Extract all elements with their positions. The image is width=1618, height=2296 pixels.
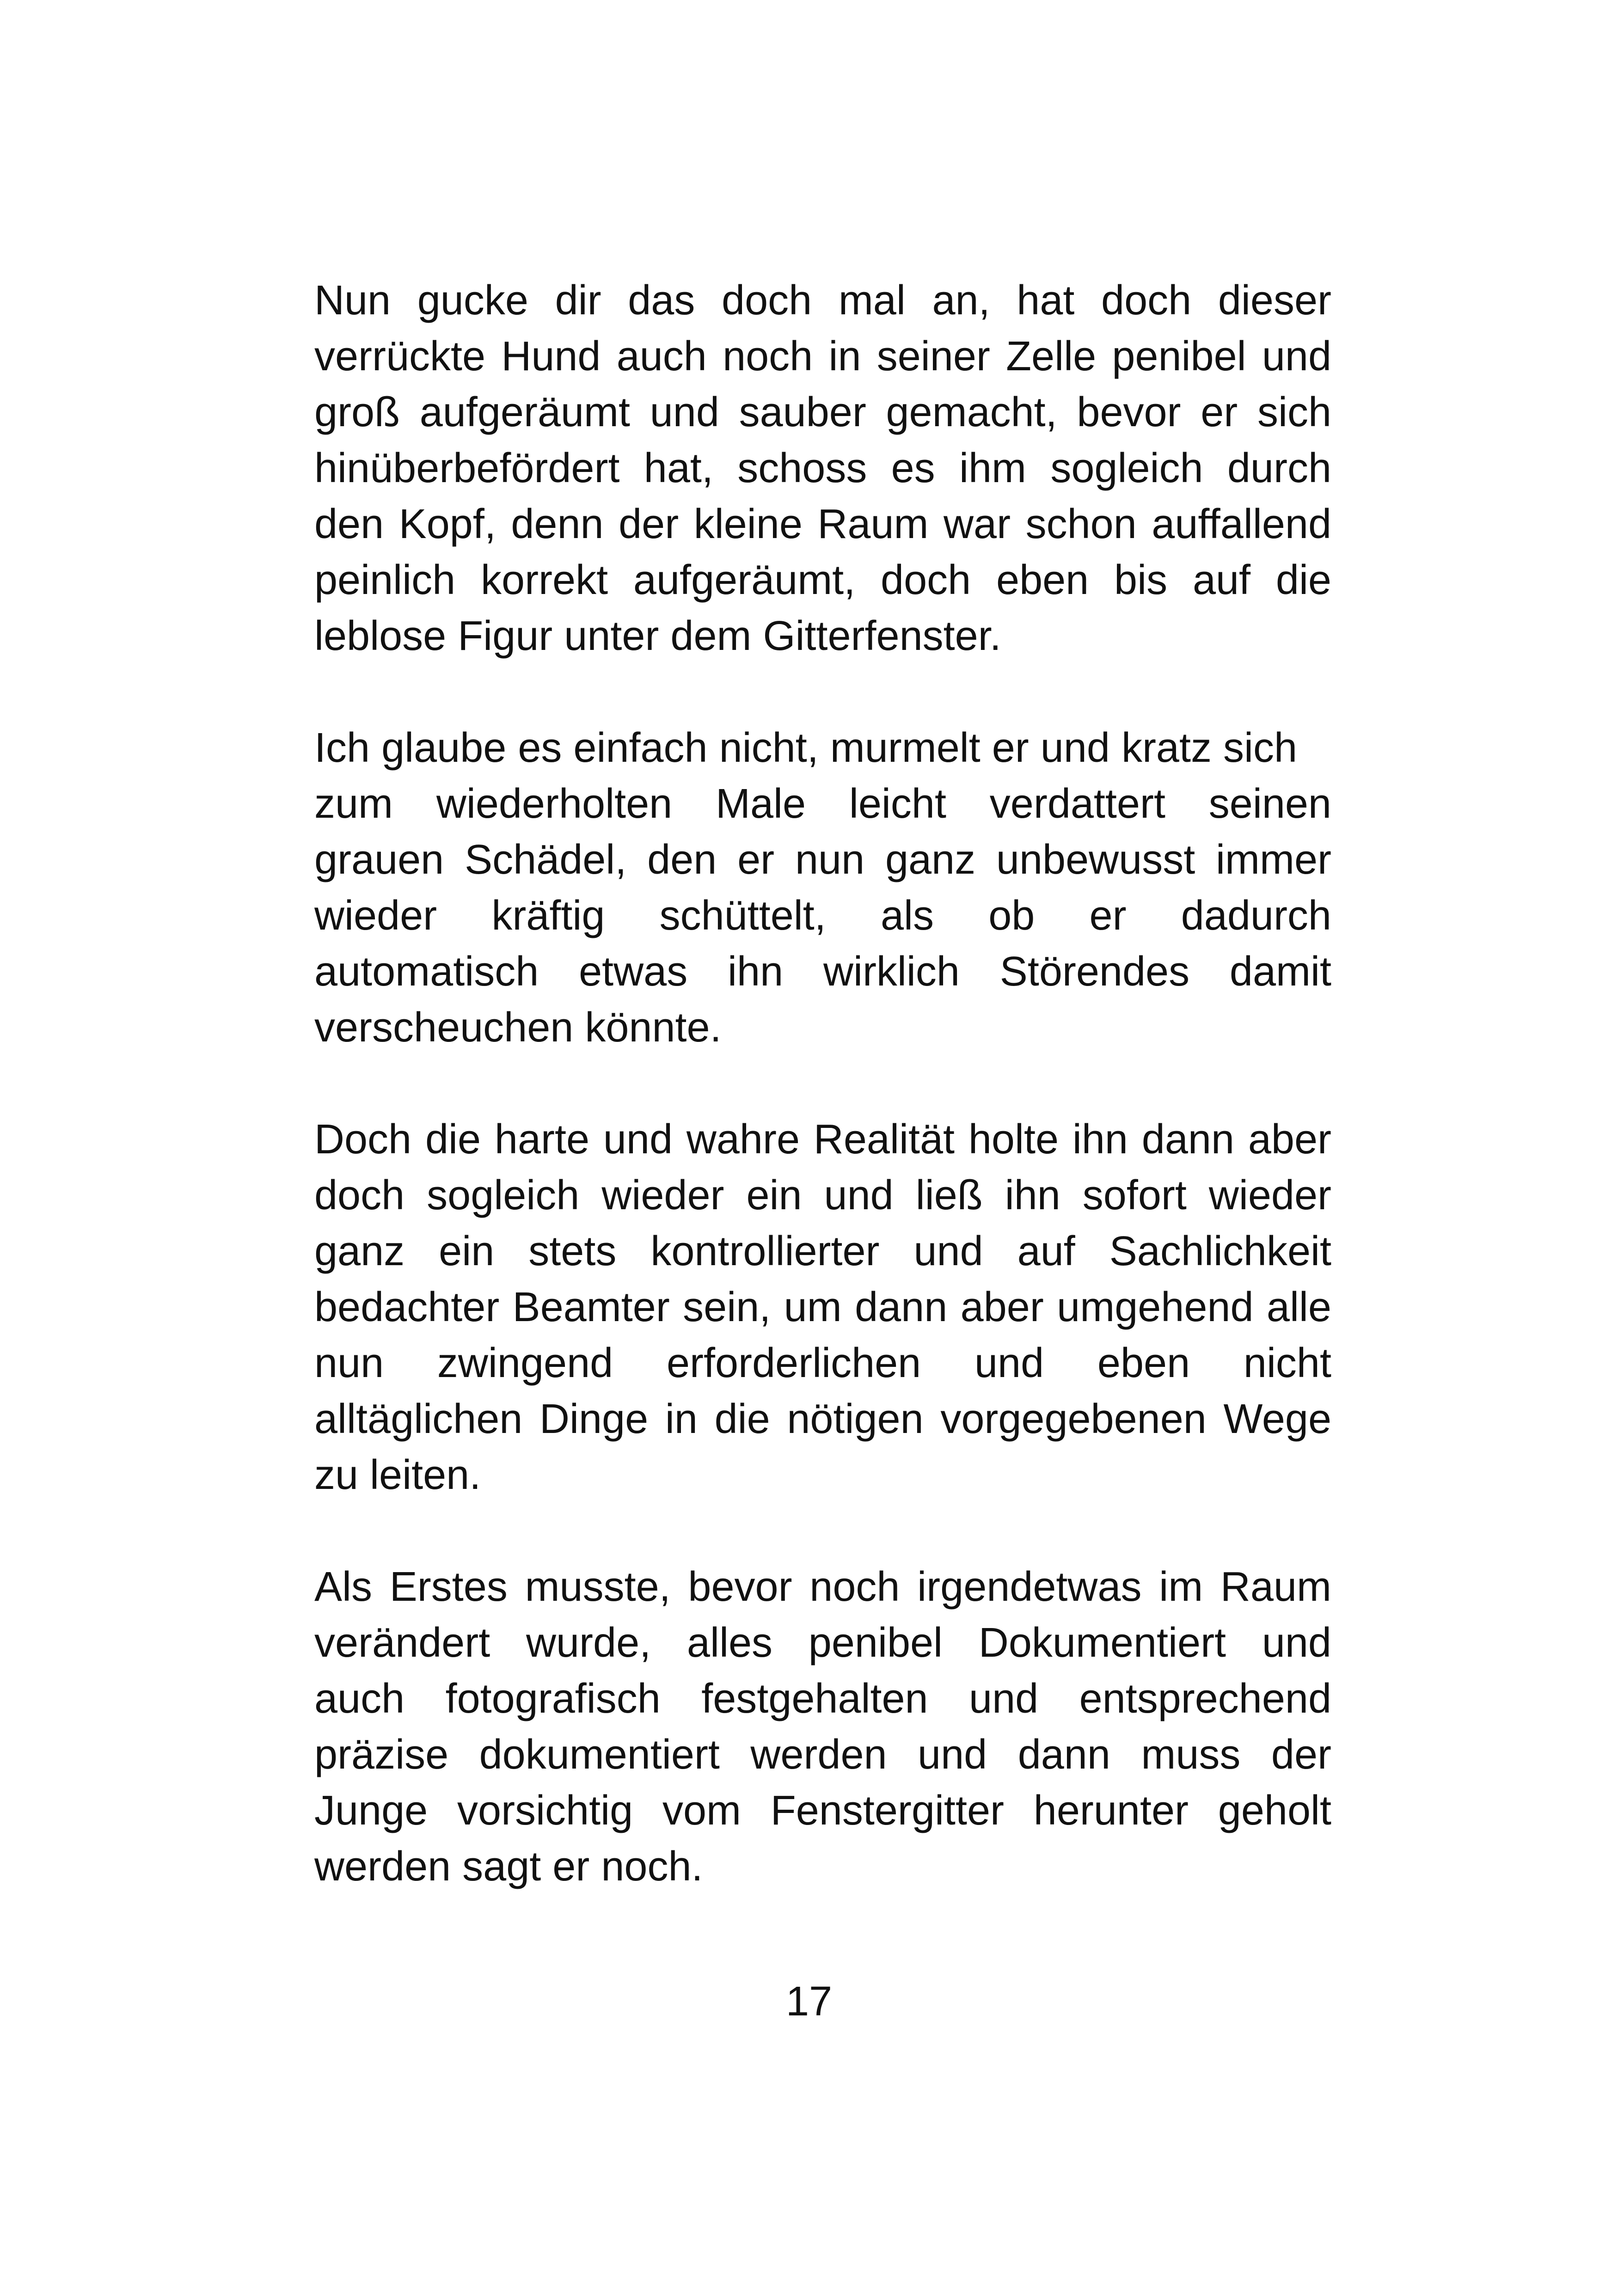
text-line: werden sagt er noch. [314, 1843, 703, 1890]
text-line: Nun gucke dir das doch mal an, hat doch dieser [314, 277, 1331, 324]
text-line: verändert wurde, alles penibel Dokumentiert und [314, 1620, 1331, 1666]
text-line: auch fotografisch festgehalten und entsprechend [314, 1676, 1331, 1722]
paragraph-1 [314, 273, 1331, 664]
text-line: groß aufgeräumt und sauber gemacht, bevor er sich [314, 389, 1331, 435]
paragraph-gap [314, 1503, 1331, 1559]
paragraph-gap [314, 1056, 1331, 1112]
text-line: den Kopf, denn der kleine Raum war schon auffallend [314, 501, 1331, 547]
text-line: zum wiederholten Male leicht verdattert seinen [314, 781, 1331, 827]
page-number: 17 [785, 1978, 833, 2025]
text-line: ganz ein stets kontrollierter und auf Sachlichkeit [314, 1228, 1331, 1274]
text-line: bedachter Beamter sein, um dann aber umgehend alle [314, 1284, 1331, 1330]
text-line: hinüberbefördert hat, schoss es ihm sogleich durch [314, 445, 1331, 491]
body-text [314, 273, 1331, 1895]
paragraph-3 [314, 1112, 1331, 1503]
paragraph-2 [314, 720, 1331, 1056]
text-line: doch sogleich wieder ein und ließ ihn sofort wieder [314, 1172, 1331, 1218]
text-line: nun zwingend erforderlichen und eben nicht [314, 1340, 1331, 1386]
text-line: zu leiten. [314, 1452, 481, 1498]
text-line: verrückte Hund auch noch in seiner Zelle penibel und [314, 333, 1331, 380]
text-line: Junge vorsichtig vom Fenstergitter herunter geholt [314, 1788, 1331, 1834]
text-line: automatisch etwas ihn wirklich Störendes damit [314, 949, 1331, 995]
text-line: leblose Figur unter dem Gitterfenster. [314, 613, 1001, 659]
text-line: Doch die harte und wahre Realität holte ihn dann aber [314, 1116, 1331, 1163]
text-line: wieder kräftig schüttelt, als ob er dadurch [314, 893, 1331, 939]
text-line: peinlich korrekt aufgeräumt, doch eben bis auf die [314, 557, 1331, 603]
text-line: grauen Schädel, den er nun ganz unbewusst immer [314, 837, 1331, 883]
text-line: Als Erstes musste, bevor noch irgendetwas im Raum [314, 1564, 1331, 1610]
text-line: präzise dokumentiert werden und dann muss der [314, 1732, 1331, 1778]
text-line: verscheuchen könnte. [314, 1004, 722, 1051]
text-line: Ich glaube es einfach nicht, murmelt er und kratz sich [314, 725, 1298, 771]
paragraph-4 [314, 1559, 1331, 1895]
text-line: alltäglichen Dinge in die nötigen vorgegebenen Wege [314, 1396, 1331, 1442]
paragraph-gap [314, 664, 1331, 720]
